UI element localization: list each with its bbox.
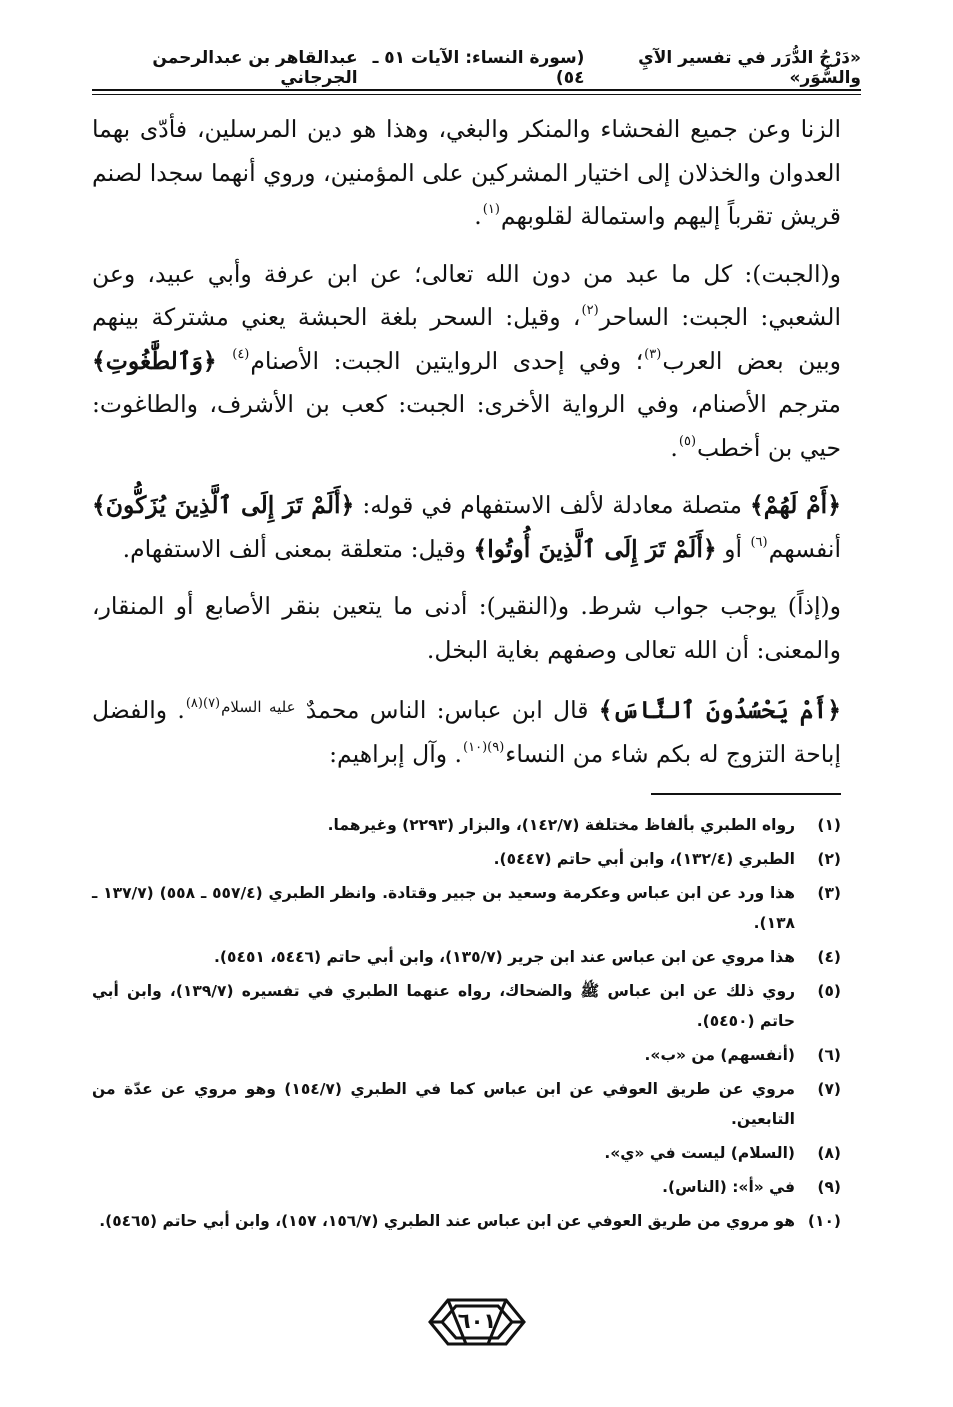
- footnotes: [92, 810, 841, 1240]
- quran-quote: ﴿أَلَمْ تَرَ إِلَى ٱلَّذِينَ يُزَكُّونَ﴾: [92, 491, 355, 519]
- footnote-number: (١): [817, 816, 841, 834]
- header-surah-range: (سورة النساء: الآيات ٥١ ـ ٥٤): [372, 48, 585, 88]
- footnote-text: في «أ»: (الناس).: [662, 1178, 795, 1196]
- footnote-number: (١٠): [807, 1212, 841, 1230]
- footnote-ref: (٢): [581, 303, 599, 318]
- footnote: [92, 1138, 841, 1168]
- footnote: [92, 1074, 841, 1134]
- footnote-ref: (١): [482, 202, 500, 217]
- footnote: [92, 1040, 841, 1070]
- header-author: عبدالقاهر بن عبدالرحمن الجرجاني: [152, 48, 358, 88]
- footnote-ref: (٩)(١٠): [463, 739, 505, 755]
- footnote-number: (٦): [817, 1046, 841, 1064]
- quran-quote: ﴿أَمْ يَحْسُدُونَ ٱلنَّاسَ﴾: [598, 696, 841, 724]
- footnote-text: رواه الطبري بألفاظ مختلفة (١٤٢/٧)، والبزار (٢٢٩٣) وغيرهما.: [327, 816, 795, 834]
- footnote-number: (٤): [817, 948, 841, 966]
- main-text: [92, 108, 841, 790]
- footnote-number: (٥): [817, 982, 841, 1000]
- quran-quote: ﴿أَلَمْ تَرَ إِلَى ٱلَّذِينَ أُوتُوا﴾: [473, 534, 717, 563]
- footnote: [92, 1172, 841, 1202]
- paragraph-2: و(الجبت): كل ما عبد من دون الله تعالى؛ عن ابن عرفة وأبي عبيد، وعن الشعبي: الجبت: الساحر$^{(٢)}$، وقيل: السحر بلغة الحبشة يعني مشتركة بينهم وبين بعض العرب$^{(٣)}$؛ وفي إحدى الروايتين الجبت: الأصنام$^{(٤)}$ ﴿وَٱلطَّٰغُوتِ﴾ مترجم الأصنام، وفي الرواية الأخرى: الجبت: كعب بن الأشرف، والطاغوت: حيي بن أخطب$^{(٥)}$.: [92, 259, 841, 462]
- footnote-text: مروي عن طريق العوفي عن ابن عباس كما في الطبري (١٥٤/٧) وهو مروي عن عدّة من التابعين.: [92, 1080, 795, 1128]
- quran-quote: ﴿وَٱلطَّٰغُوتِ﴾: [92, 346, 217, 375]
- footnote-text: روي ذلك عن ابن عباس ﷺ والضحاك، رواه عنهما الطبري في تفسيره (١٣٩/٧)، وابن أبي حاتم (٥٤٥٠).: [92, 982, 796, 1030]
- footnote-separator: [651, 793, 841, 795]
- footnote-number: (٩): [817, 1178, 841, 1196]
- running-header: [92, 50, 861, 86]
- paragraph-5: ﴿أَمْ يَحْسُدُونَ ٱلنَّاسَ﴾ قال ابن عباس: الناس محمدٌ $^{عليه السلام(٧)(٨)}$. والفضل إباحة التزوج له بكم شاء من النساء$^{(٩)(١٠)}$. وآل إبراهيم:: [92, 696, 841, 768]
- footnote-text: (السلام) ليست في «ي».: [604, 1144, 795, 1162]
- footnote-ref: (٦): [750, 534, 768, 550]
- quran-quote: ﴿أَمْ لَهُمْ﴾: [750, 491, 841, 519]
- header-rule-thick: [92, 89, 861, 91]
- header-rule-thin: [92, 94, 861, 95]
- footnote-number: (٣): [817, 884, 841, 902]
- header-book-title: «دَرْجُ الدُّرَر في تفسير الآيِ والسُّوَر»: [638, 48, 861, 88]
- footnote: [92, 1206, 841, 1236]
- footnote: [92, 942, 841, 972]
- paragraph-4: و(إذاً) يوجب جواب شرط. و(النقير): أدنى ما يتعين بنقر الأصابع أو المنقار، والمعنى: أن الله تعالى وصفهم بغاية البخل.: [92, 592, 841, 664]
- footnote: [92, 976, 841, 1036]
- footnote-text: هذا ورد عن ابن عباس وعكرمة وسعيد بن جبير وقتادة. وانظر الطبري (٥٥٧/٤ ـ ٥٥٨) (١٣٧/٧ ـ ١٣٨).: [92, 884, 795, 932]
- footnote-number: (٧): [817, 1080, 841, 1098]
- page-number: ٦٠١: [457, 1309, 497, 1333]
- footnote-text: هو مروي من طريق العوفي عن ابن عباس عند الطبري (١٥٦/٧، ١٥٧)، وابن أبي حاتم (٥٤٦٥).: [99, 1212, 795, 1230]
- page-number-ornament: [426, 1294, 528, 1350]
- footnote-text: (أنفسهم) من «ب».: [644, 1046, 795, 1064]
- footnote-ref: (٣): [644, 346, 662, 362]
- paragraph-1: الزنا وعن جميع الفحشاء والمنكر والبغي، وهذا هو دين المرسلين، فأدّى بهما العدوان والخذلان إلى اختيار المشركين على المؤمنين، وروي أنهما سجدا لصنم قريش تقرباً إليهم واستمالة لقلوبهم$^{(١)}$.: [92, 115, 841, 230]
- footnote-ref: (٥): [678, 433, 697, 449]
- footnote-text: الطبري (١٣٢/٤)، وابن أبي حاتم (٥٤٤٧).: [493, 850, 795, 868]
- footnote-text: هذا مروي عن ابن عباس عند ابن جرير (١٣٥/٧)، وابن أبي حاتم (٥٤٤٦، ٥٤٥١).: [214, 948, 795, 966]
- footnote: [92, 844, 841, 874]
- paragraph-3: ﴿أَمْ لَهُمْ﴾ متصلة معادلة لألف الاستفهام في قوله: ﴿أَلَمْ تَرَ إِلَى ٱلَّذِينَ يُزَكُّونَ﴾ أنفسهم$^{(٦)}$ أو ﴿أَلَمْ تَرَ إِلَى ٱلَّذِينَ أُوتُوا﴾ وقيل: متعلقة بمعنى ألف الاستفهام.: [92, 491, 841, 563]
- footnote: [92, 878, 841, 938]
- footnote-ref: (٧)(٨): [185, 696, 221, 711]
- footnote-number: (٢): [817, 850, 841, 868]
- footnote-ref: (٤): [232, 346, 250, 362]
- honorific-glyph: عليه السلام: [221, 698, 296, 716]
- footnote-number: (٨): [817, 1144, 841, 1162]
- footnote: [92, 810, 841, 840]
